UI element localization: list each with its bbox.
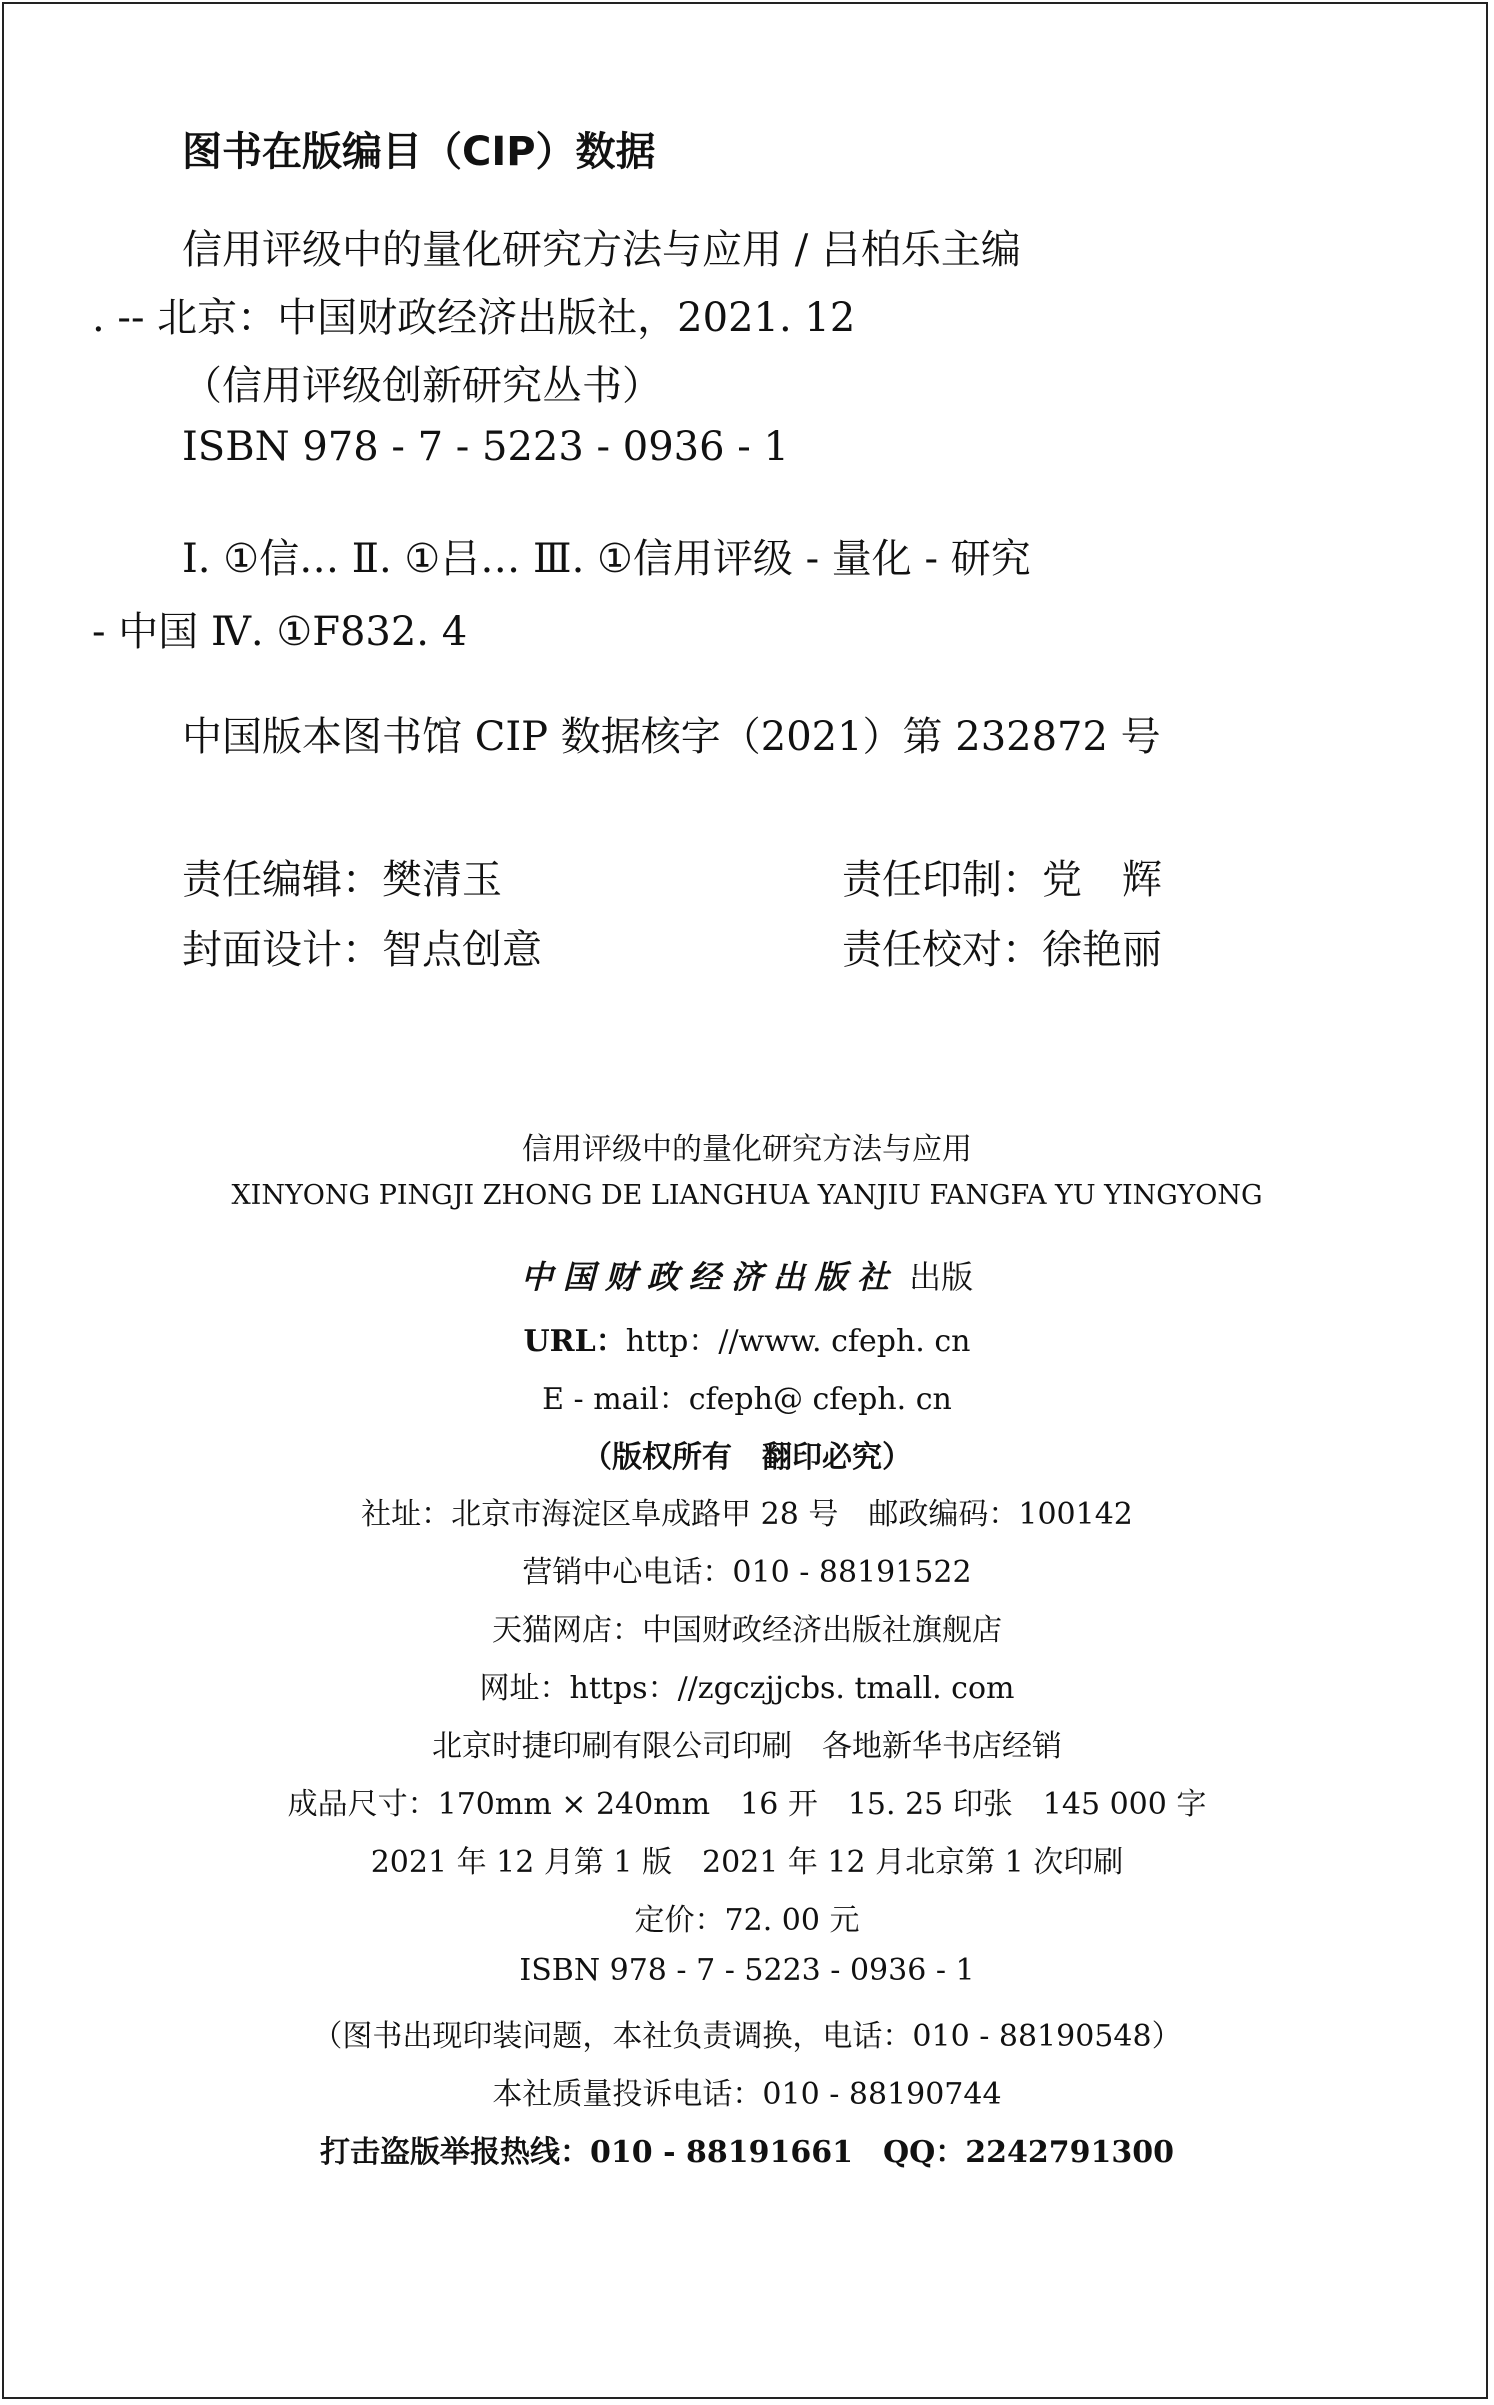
responsible-editor: 责任编辑：樊清玉 [182, 857, 502, 903]
tmall-store: 天猫网店：中国财政经济出版社旗舰店 [492, 1613, 1002, 1648]
publisher-suffix: 出版 [909, 1258, 974, 1296]
responsible-printing: 责任印制：党 辉 [842, 857, 1162, 903]
cip-heading: 图书在版编目（CIP）数据 [182, 129, 656, 175]
cip-isbn-line: ISBN 978 - 7 - 5223 - 0936 - 1 [182, 424, 789, 470]
isbn-line: ISBN 978 - 7 - 5223 - 0936 - 1 [519, 1953, 975, 1988]
cip-record-number: 中国版本图书馆 CIP 数据核字（2021）第 232872 号 [182, 714, 1161, 760]
publisher-address: 社址：北京市海淀区阜成路甲 28 号 邮政编码：100142 [361, 1497, 1133, 1532]
url-link[interactable]: http：//www. cfeph. cn [625, 1324, 971, 1359]
colophon-title-pinyin: XINYONG PINGJI ZHONG DE LIANGHUA YANJIU FANGFA YU YINGYONG [231, 1180, 1263, 1211]
url-label: URL： [523, 1324, 626, 1359]
publisher-logo: 中国财政经济出版社 [520, 1258, 899, 1296]
cip-series-line: （信用评级创新研究丛书） [182, 363, 662, 409]
website-line[interactable]: 网址：https：//zgczjjcbs. tmall. com [479, 1671, 1015, 1706]
responsible-proofreader: 责任校对：徐艳丽 [842, 927, 1162, 973]
printer-line: 北京时捷印刷有限公司印刷 各地新华书店经销 [432, 1729, 1062, 1764]
price-line: 定价：72. 00 元 [634, 1903, 860, 1938]
piracy-hotline: 打击盗版举报热线：010 - 88191661 QQ：2242791300 [320, 2135, 1174, 2170]
misprint-note: （图书出现印装问题，本社负责调换，电话：010 - 88190548） [312, 2019, 1182, 2054]
publisher-line [0, 1252, 1494, 1298]
edition-line: 2021 年 12 月第 1 版 2021 年 12 月北京第 1 次印刷 [370, 1845, 1124, 1880]
email-line[interactable]: E - mail：cfeph@ cfeph. cn [542, 1382, 952, 1417]
rights-notice: （版权所有 翻印必究） [582, 1440, 912, 1475]
colophon-title-cn: 信用评级中的量化研究方法与应用 [522, 1132, 972, 1167]
sales-phone: 营销中心电话：010 - 88191522 [522, 1555, 972, 1590]
specs-line: 成品尺寸：170mm × 240mm 16 开 15. 25 印张 145 000 字 [287, 1787, 1207, 1822]
cip-classification-line-2: - 中国 Ⅳ. ①F832. 4 [92, 609, 468, 655]
url-line [0, 1316, 1494, 1360]
complaint-phone: 本社质量投诉电话：010 - 88190744 [492, 2077, 1002, 2112]
cip-classification-line: Ⅰ. ①信… Ⅱ. ①吕… Ⅲ. ①信用评级 - 量化 - 研究 [182, 536, 1031, 582]
cip-title-line: 信用评级中的量化研究方法与应用 / 吕柏乐主编 [182, 227, 1021, 273]
cover-design: 封面设计：智点创意 [182, 927, 542, 973]
cip-publisher-line: . -- 北京：中国财政经济出版社，2021. 12 [92, 295, 856, 341]
